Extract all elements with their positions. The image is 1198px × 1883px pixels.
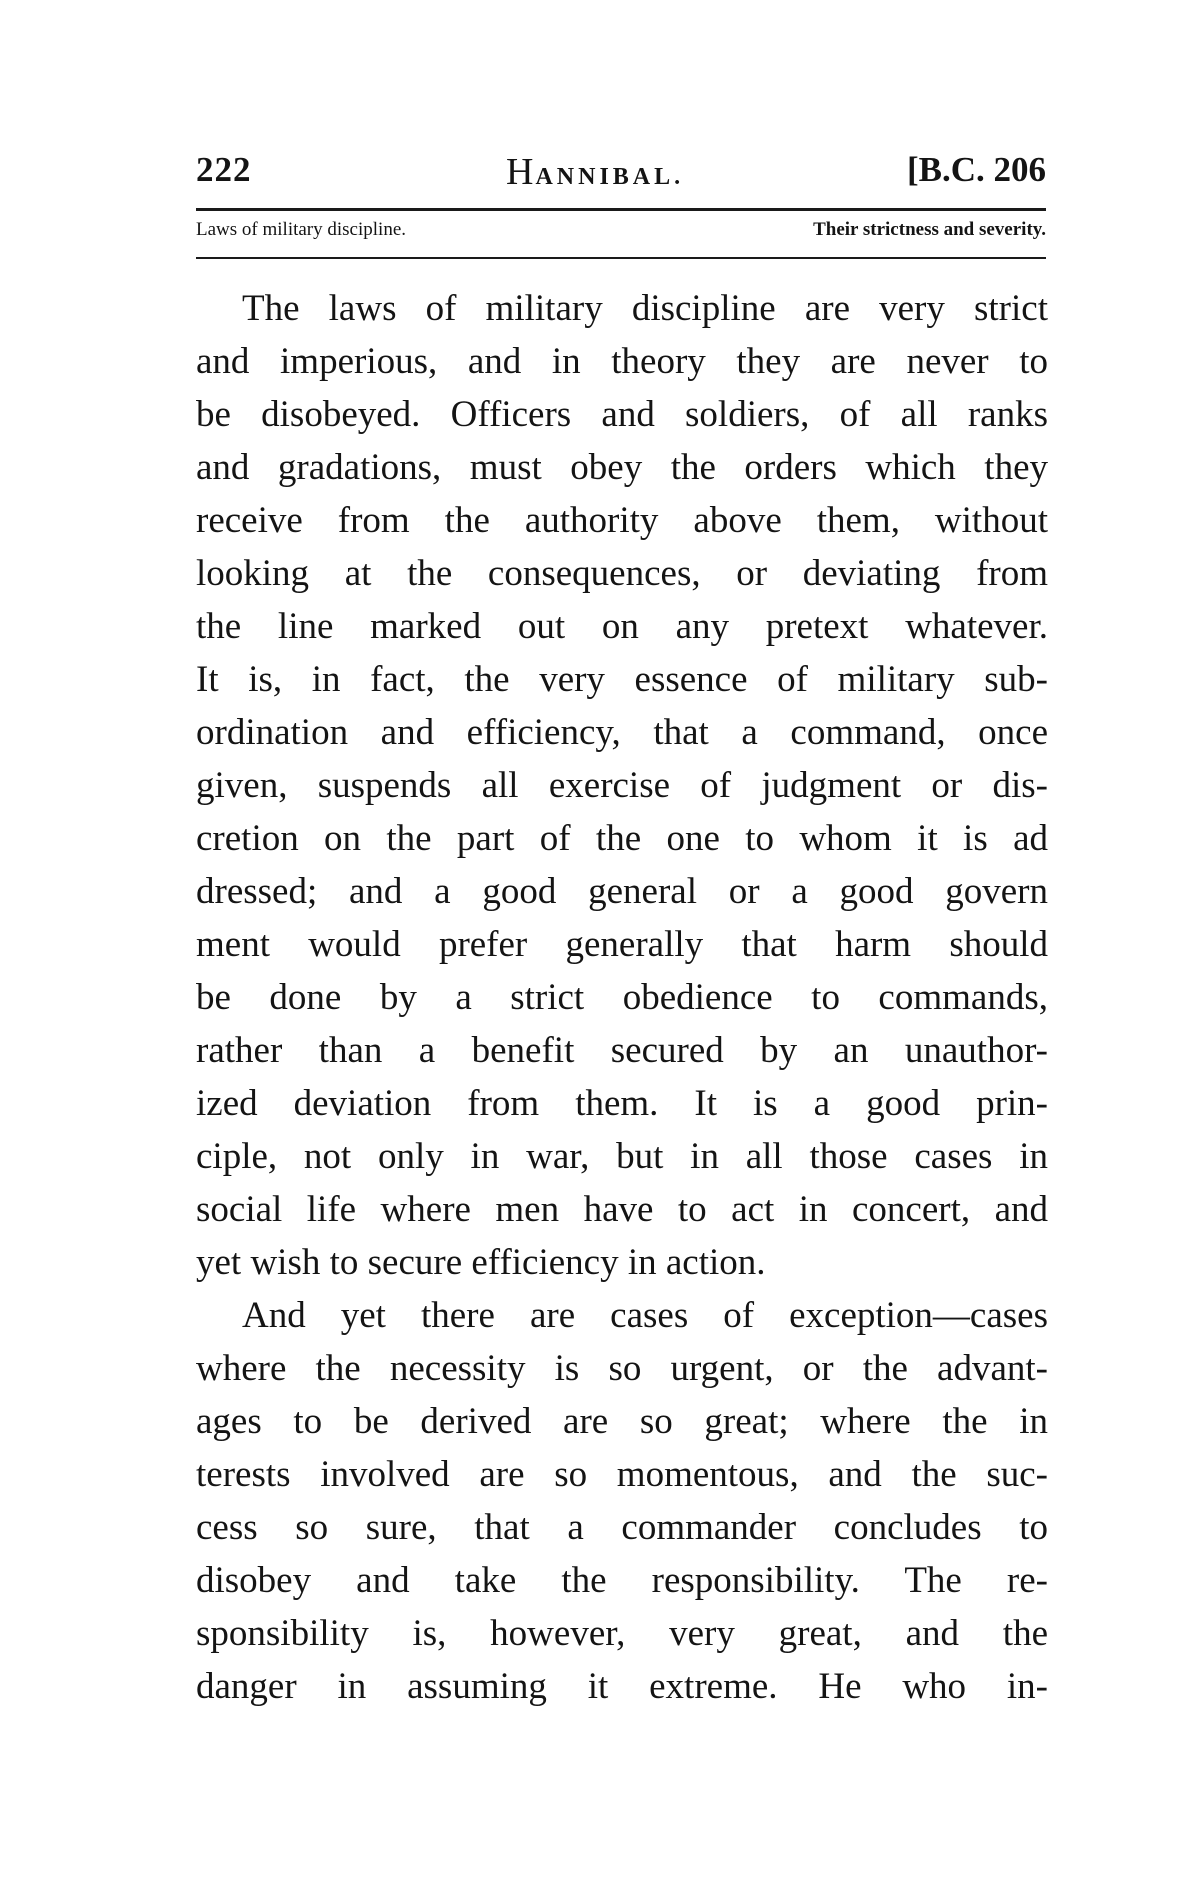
text-line: cretion on the part of the one to whom it is ad — [196, 818, 1048, 859]
text-line: And yet there are cases of exception—cases — [242, 1295, 1048, 1336]
text-line: ciple, not only in war, but in all those cases in — [196, 1136, 1048, 1177]
text-line: given, suspends all exercise of judgment or dis- — [196, 765, 1048, 806]
text-line: looking at the consequences, or deviating from — [196, 553, 1048, 594]
text-line: terests involved are so momentous, and the suc- — [196, 1454, 1048, 1495]
text-line: be disobeyed. Officers and soldiers, of all ranks — [196, 394, 1048, 435]
text-line: cess so sure, that a commander concludes to — [196, 1507, 1048, 1548]
text-line: yet wish to secure efficiency in action. — [196, 1242, 766, 1283]
text-line: receive from the authority above them, without — [196, 500, 1048, 541]
text-line: dressed; and a good general or a good govern — [196, 871, 1048, 912]
running-header — [196, 150, 1046, 198]
text-line: and gradations, must obey the orders which they — [196, 447, 1048, 488]
text-line: ordination and efficiency, that a command, once — [196, 712, 1048, 753]
subhead-left: Laws of military discipline. — [196, 219, 407, 240]
text-line: sponsibility is, however, very great, and the — [196, 1613, 1048, 1654]
marginal-subhead — [196, 219, 1046, 249]
text-line: ized deviation from them. It is a good prin- — [196, 1083, 1048, 1124]
text-line: ages to be derived are so great; where the in — [196, 1401, 1048, 1442]
text-line: social life where men have to act in concert, and — [196, 1189, 1048, 1230]
text-line: danger in assuming it extreme. He who in- — [196, 1666, 1048, 1707]
text-line: the line marked out on any pretext whatever. — [196, 606, 1048, 647]
date-reference: [B.C. 206 — [906, 150, 1046, 189]
subhead-right: Their strictness and severity. — [813, 219, 1046, 240]
body-text — [196, 282, 1048, 1713]
text-line: disobey and take the responsibility. The re- — [196, 1560, 1048, 1601]
header-rule-top — [196, 208, 1046, 211]
running-title-rest: ANNIBAL. — [535, 164, 685, 190]
text-line: rather than a benefit secured by an unauthor- — [196, 1030, 1048, 1071]
running-title — [506, 150, 684, 194]
running-title-initial: H — [506, 151, 536, 193]
text-line: It is, in fact, the very essence of military sub- — [196, 659, 1048, 700]
text-line: where the necessity is so urgent, or the advant- — [196, 1348, 1048, 1389]
text-line: The laws of military discipline are very strict — [242, 288, 1048, 329]
text-line: be done by a strict obedience to commands, — [196, 977, 1048, 1018]
text-line: and imperious, and in theory they are never to — [196, 341, 1048, 382]
page-number: 222 — [196, 150, 252, 189]
text-line: ment would prefer generally that harm should — [196, 924, 1048, 965]
header-rule-bottom — [196, 257, 1046, 259]
